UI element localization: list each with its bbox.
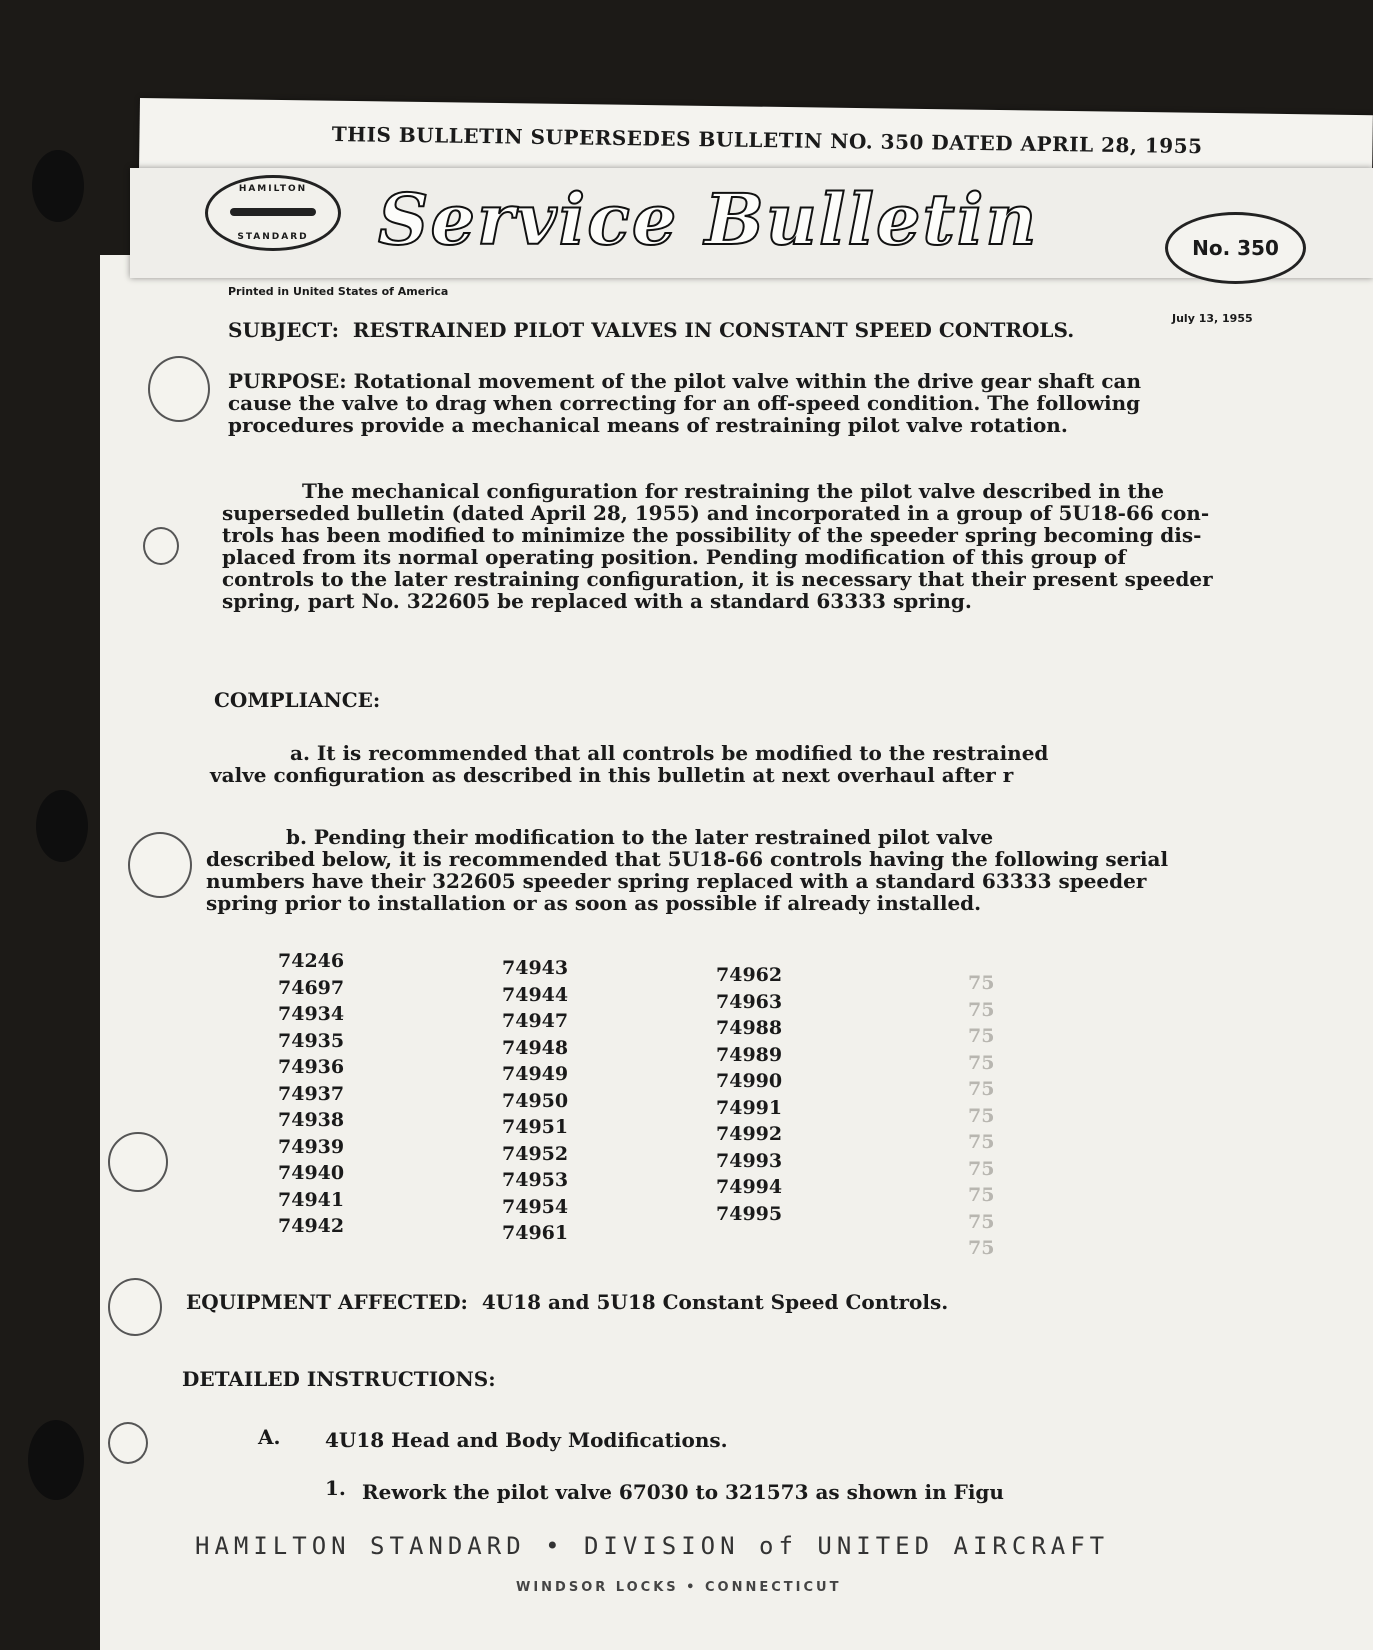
serial-number: 74940 — [278, 1162, 345, 1184]
modification-paragraph — [222, 480, 1213, 612]
subject-label: SUBJECT: — [228, 318, 339, 342]
serial-number: 74990 — [716, 1070, 783, 1092]
compliance-heading: COMPLIANCE: — [214, 688, 381, 712]
step-1-text: Rework the pilot valve 67030 to 321573 as shown in Figu — [362, 1480, 1004, 1504]
serial-column-3 — [716, 962, 782, 1227]
serial-number: 74991 — [716, 1096, 783, 1119]
compliance-b — [206, 826, 1168, 914]
serial-number: 74953 — [502, 1169, 569, 1191]
serial-number: 74936 — [278, 1056, 345, 1078]
binder-hole-6 — [108, 1422, 148, 1464]
serial-column-4 — [968, 970, 994, 1262]
bulletin-number-badge — [1165, 212, 1306, 284]
compliance-b-line-4: spring prior to installation or as soon as possible if already installed. — [206, 891, 982, 915]
punch-hole-3 — [28, 1420, 84, 1500]
serial-number: 74961 — [502, 1222, 569, 1244]
serial-number: 74988 — [716, 1017, 783, 1039]
serial-number: 75 — [968, 972, 995, 994]
serial-number: 74992 — [716, 1123, 783, 1145]
serial-number: 75 — [968, 1237, 995, 1259]
serial-number: 74995 — [716, 1202, 783, 1225]
serial-number: 75 — [968, 1051, 995, 1074]
subject-text: RESTRAINED PILOT VALVES IN CONSTANT SPEED CONTROLS. — [352, 318, 1075, 342]
binder-hole-2 — [143, 527, 179, 565]
serial-number: 74934 — [278, 1003, 345, 1025]
purpose-line-3: procedures provide a mechanical means of restraining pilot valve rotation. — [228, 413, 1068, 437]
paragraph-line-4: placed from its normal operating position. Pending modification of this group of — [222, 545, 1126, 569]
equipment-text: 4U18 and 5U18 Constant Speed Controls. — [481, 1290, 949, 1314]
serial-number: 74944 — [502, 983, 569, 1006]
wings-icon — [230, 208, 316, 216]
compliance-a-line-2: valve configuration as described in this bulletin at next overhaul after r — [210, 763, 1014, 787]
compliance-b-line-1: b. Pending their modification to the later restrained pilot valve — [286, 825, 994, 849]
bulletin-number: No. 350 — [1192, 236, 1279, 260]
serial-number: 74935 — [278, 1029, 345, 1052]
binder-hole-3 — [128, 832, 192, 898]
detailed-instructions-heading: DETAILED INSTRUCTIONS: — [182, 1367, 496, 1391]
serial-number: 74954 — [502, 1195, 569, 1218]
serial-number: 74246 — [278, 950, 345, 972]
bulletin-date: July 13, 1955 — [1172, 312, 1253, 325]
paragraph-line-2: superseded bulletin (dated April 28, 1955) and incorporated in a group of 5U18-66 con- — [222, 501, 1210, 525]
serial-number: 74949 — [502, 1063, 569, 1085]
hamilton-standard-logo — [205, 175, 341, 251]
printed-in-usa: Printed in United States of America — [228, 285, 449, 298]
supersedes-notice: THIS BULLETIN SUPERSEDES BULLETIN NO. 350 DATED APRIL 28, 1955 — [331, 122, 1203, 159]
footer-company: HAMILTON STANDARD • DIVISION of UNITED AIRCRAFT — [195, 1532, 1110, 1560]
punch-hole-2 — [36, 790, 88, 862]
serial-number: 74993 — [716, 1149, 783, 1172]
serial-number: 74938 — [278, 1109, 345, 1131]
service-bulletin-title: Service Bulletin — [378, 178, 1039, 261]
punch-hole-1 — [32, 150, 84, 222]
serial-number: 74962 — [716, 964, 783, 986]
subject-line — [228, 318, 1074, 342]
serial-number: 74942 — [278, 1215, 345, 1237]
serial-number: 74943 — [502, 957, 569, 979]
paragraph-line-1: The mechanical configuration for restraining the pilot valve described in the — [302, 479, 1164, 503]
step-1-number: 1. — [325, 1476, 346, 1500]
section-a-title: 4U18 Head and Body Modifications. — [325, 1428, 728, 1452]
serial-number: 74939 — [278, 1135, 345, 1158]
binder-hole-1 — [148, 356, 210, 422]
purpose-label: PURPOSE: — [228, 369, 347, 393]
serial-number: 74697 — [278, 976, 345, 999]
binder-hole-5 — [108, 1278, 162, 1336]
serial-number: 74948 — [502, 1036, 569, 1059]
logo-top-text: HAMILTON — [238, 184, 308, 194]
purpose-block — [228, 370, 1141, 436]
serial-number: 74963 — [716, 990, 783, 1013]
equipment-affected — [186, 1290, 948, 1314]
purpose-line-1: PURPOSE: Rotational movement of the pilot valve within the drive gear shaft can — [228, 369, 1142, 393]
serial-column-2 — [502, 955, 568, 1247]
serial-number: 74941 — [278, 1188, 345, 1211]
serial-number: 74994 — [716, 1176, 783, 1198]
equipment-label: EQUIPMENT AFFECTED: — [186, 1290, 468, 1314]
compliance-b-line-3: numbers have their 322605 speeder spring replaced with a standard 63333 speeder — [206, 869, 1147, 893]
paragraph-line-6: spring, part No. 322605 be replaced with a standard 63333 spring. — [222, 589, 972, 613]
serial-number: 74952 — [502, 1142, 569, 1165]
serial-number: 74937 — [278, 1082, 345, 1105]
binder-hole-4 — [108, 1132, 168, 1192]
serial-number: 74951 — [502, 1116, 569, 1138]
paragraph-line-3: trols has been modified to minimize the possibility of the speeder spring becoming dis- — [222, 523, 1202, 547]
serial-number: 75 — [968, 1131, 995, 1153]
serial-number: 75 — [968, 1157, 995, 1180]
serial-number: 75 — [968, 998, 995, 1021]
serial-number: 74950 — [502, 1089, 569, 1112]
compliance-a — [210, 742, 1048, 786]
serial-number: 75 — [968, 1210, 995, 1233]
serial-number: 75 — [968, 1184, 995, 1206]
serial-column-1 — [278, 948, 344, 1240]
footer-location: WINDSOR LOCKS • CONNECTICUT — [516, 1580, 842, 1595]
section-a-letter: A. — [258, 1425, 281, 1449]
serial-number: 74947 — [502, 1010, 569, 1032]
paragraph-line-5: controls to the later restraining configuration, it is necessary that their present speeder — [222, 567, 1213, 591]
serial-number: 75 — [968, 1078, 995, 1100]
serial-number: 75 — [968, 1104, 995, 1127]
serial-number: 75 — [968, 1025, 995, 1047]
logo-bottom-text: STANDARD — [237, 232, 309, 242]
serial-number: 74989 — [716, 1043, 783, 1066]
purpose-line-2: cause the valve to drag when correcting for an off-speed condition. The following — [228, 391, 1141, 415]
compliance-b-line-2: described below, it is recommended that 5U18-66 controls having the following serial — [206, 847, 1169, 871]
compliance-a-line-1: a. It is recommended that all controls be modified to the restrained — [290, 741, 1049, 765]
